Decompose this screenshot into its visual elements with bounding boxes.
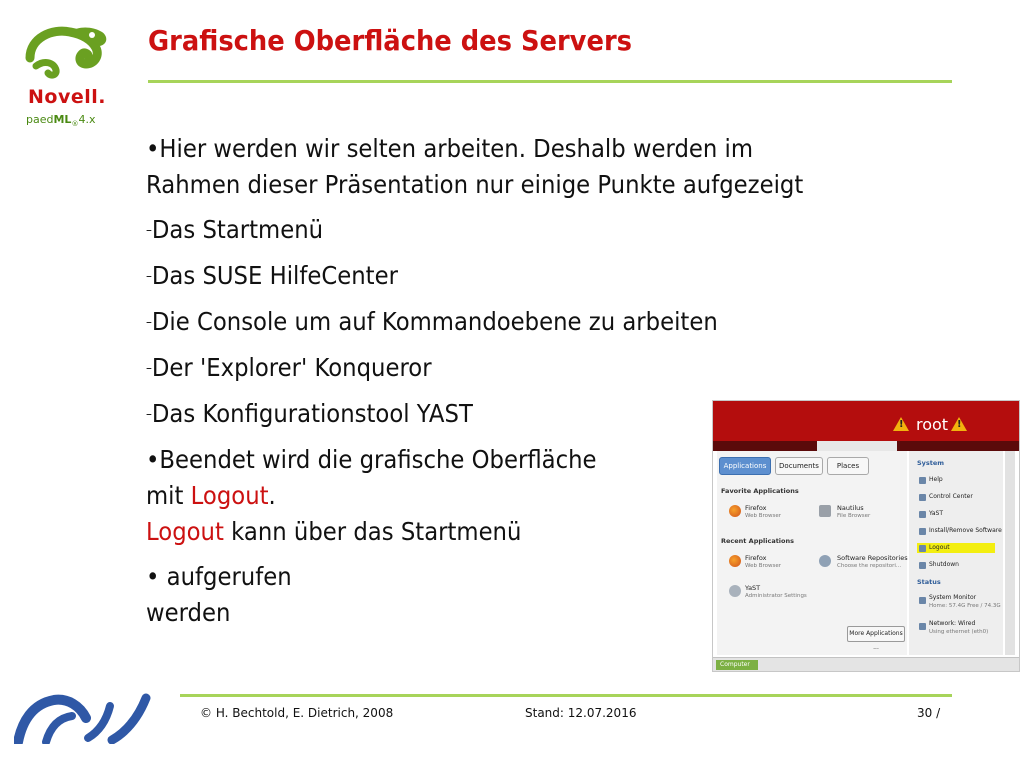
recent-applications-header: Recent Applications [721, 537, 795, 545]
system-monitor-icon [919, 597, 926, 604]
shutdown-icon [919, 562, 926, 569]
screenshot-title-bar [713, 401, 1019, 441]
tab-places[interactable]: Places [827, 457, 869, 475]
footer-divider [180, 694, 952, 697]
app-desc: Choose the repositori... [837, 563, 902, 569]
footer-copyright: © H. Bechtold, E. Dietrich, 2008 [200, 706, 394, 720]
last-line-1: • aufgerufen [146, 562, 292, 591]
slide-title: Grafische Oberfläche des Servers [148, 24, 632, 57]
start-menu-screenshot [712, 400, 1020, 672]
app-name[interactable]: YaST [745, 584, 761, 592]
logout-line-3: Logout kann über das Startmenü [146, 517, 522, 546]
network-icon [919, 623, 926, 630]
favorite-applications-header: Favorite Applications [721, 487, 799, 495]
intro-line-1: •Hier werden wir selten arbeiten. Deshalb werden im [146, 134, 754, 163]
paedml-wordmark: paedML$_®$4.x [26, 113, 96, 129]
status-header: Status [917, 578, 941, 586]
help-icon [919, 477, 926, 484]
app-name[interactable]: Firefox [745, 554, 767, 562]
system-item-yast[interactable]: YaST [929, 510, 943, 517]
system-item-control-center[interactable]: Control Center [929, 493, 973, 500]
system-header: System [917, 459, 945, 467]
firefox-icon [729, 505, 741, 517]
screenshot-panel [713, 657, 1019, 672]
screenshot-taskbar-strip [713, 441, 1019, 451]
app-name[interactable]: Nautilus [837, 504, 864, 512]
app-desc: File Browser [837, 513, 871, 519]
list-item: –Der 'Explorer' Konqueror [146, 353, 432, 382]
app-desc: Web Browser [745, 563, 782, 569]
yast-icon [729, 585, 741, 597]
status-item-system-monitor[interactable]: System Monitor [929, 594, 977, 601]
footer-date: Stand: 12.07.2016 [525, 706, 637, 720]
tab-documents[interactable]: Documents [775, 457, 823, 475]
list-item: –Das SUSE HilfeCenter [146, 261, 398, 290]
system-item-help[interactable]: Help [929, 476, 943, 483]
computer-button[interactable]: Computer [716, 660, 758, 670]
file-manager-icon [819, 505, 831, 517]
chameleon-icon [22, 22, 112, 80]
logout-line-1: •Beendet wird die grafische Oberfläche [146, 445, 597, 474]
footer-logo [14, 692, 154, 744]
app-desc: Web Browser [745, 513, 782, 519]
list-item: –Das Startmenü [146, 215, 324, 244]
system-item-shutdown[interactable]: Shutdown [929, 561, 959, 568]
screenshot-window-title: root [916, 415, 949, 434]
footer-page-number: 30 / [917, 706, 941, 720]
firefox-icon [729, 555, 741, 567]
tab-applications[interactable]: Applications [719, 457, 771, 475]
novell-wordmark: Novell. [28, 86, 106, 108]
warning-icon [893, 417, 909, 431]
app-desc: Administrator Settings [745, 593, 807, 599]
system-item-logout[interactable]: Logout [929, 544, 950, 551]
list-item: –Das Konfigurationstool YAST [146, 399, 473, 428]
list-item: –Die Console um auf Kommandoebene zu arbeiten [146, 307, 718, 336]
status-item-desc: Using ethernet (eth0) [929, 629, 989, 635]
intro-line-2: Rahmen dieser Präsentation nur einige Punkte aufgezeigt [146, 170, 804, 199]
warning-icon [951, 417, 967, 431]
yast-icon [919, 511, 926, 518]
more-applications-button[interactable]: More Applications ... [847, 626, 905, 642]
applications-pane [717, 451, 907, 655]
novell-logo [18, 22, 118, 132]
title-divider [148, 80, 952, 83]
screenshot-scrollbar[interactable] [1005, 451, 1015, 655]
status-item-desc: Home: 57.4G Free / 74.3G [929, 603, 1001, 609]
app-name[interactable]: Software Repositories [837, 554, 908, 562]
status-item-network[interactable]: Network: Wired [929, 620, 976, 627]
app-name[interactable]: Firefox [745, 504, 767, 512]
logout-line-2: mit Logout. [146, 481, 276, 510]
system-item-install-remove[interactable]: Install/Remove Software [929, 527, 1002, 534]
last-line-2: werden [146, 598, 231, 627]
install-software-icon [919, 528, 926, 535]
logout-icon [919, 545, 926, 552]
control-center-icon [919, 494, 926, 501]
software-repositories-icon [819, 555, 831, 567]
